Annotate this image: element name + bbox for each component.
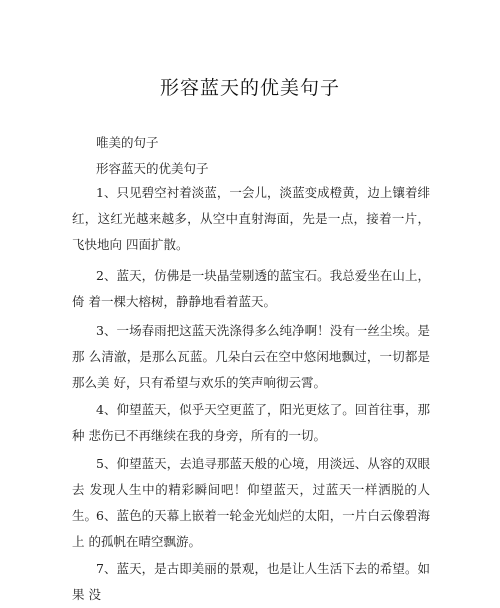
paragraph-1: 1、只见碧空衬着淡蓝，一会儿，淡蓝变成橙黄，边上镶着绯红，这红光越来越多，从空中直射海面，先是一点，接着一片，飞快地向 四面扩散。 <box>72 185 430 252</box>
paragraph-7: 7、蓝天，是古即美丽的景观，也是让人生活下去的希望。如果 没 <box>72 561 430 602</box>
paragraph-2: 2、蓝天，仿佛是一块晶莹剔透的蓝宝石。我总爱坐在山上，倚 着一棵大榕树，静静地看着蓝天。 <box>72 268 430 309</box>
paragraph-4: 4、仰望蓝天，似乎天空更蓝了，阳光更炫了。回首往事，那种 悲伤已不再继续在我的身旁，所有的一切。 <box>72 402 430 443</box>
paragraph-6: 6、蓝色的天幕上嵌着一轮金光灿烂的太阳，一片白云像碧海上 的孤帆在晴空飘游。 <box>72 508 430 549</box>
subheading-aesthetic-sentences: 唯美的句子 <box>96 135 159 150</box>
document-title: 形容蓝天的优美句子 <box>159 77 340 99</box>
subheading-sky-sentences: 形容蓝天的优美句子 <box>96 161 209 176</box>
paragraph-3: 3、一场春雨把这蓝天洗涤得多么纯净啊！没有一丝尘埃。是那 么清澈，是那么瓦蓝。几朵白云在空中悠闲地飘过，一切都是那么美 好，只有希望与欢乐的笑声响彻云霄。 <box>72 323 430 390</box>
paragraph-5: 5、仰望蓝天，去追寻那蓝天般的心境，用淡远、从容的双眼去 发现人生中的精彩瞬间吧！仰望蓝天，过蓝天一样洒脱的人生。 <box>72 456 430 523</box>
